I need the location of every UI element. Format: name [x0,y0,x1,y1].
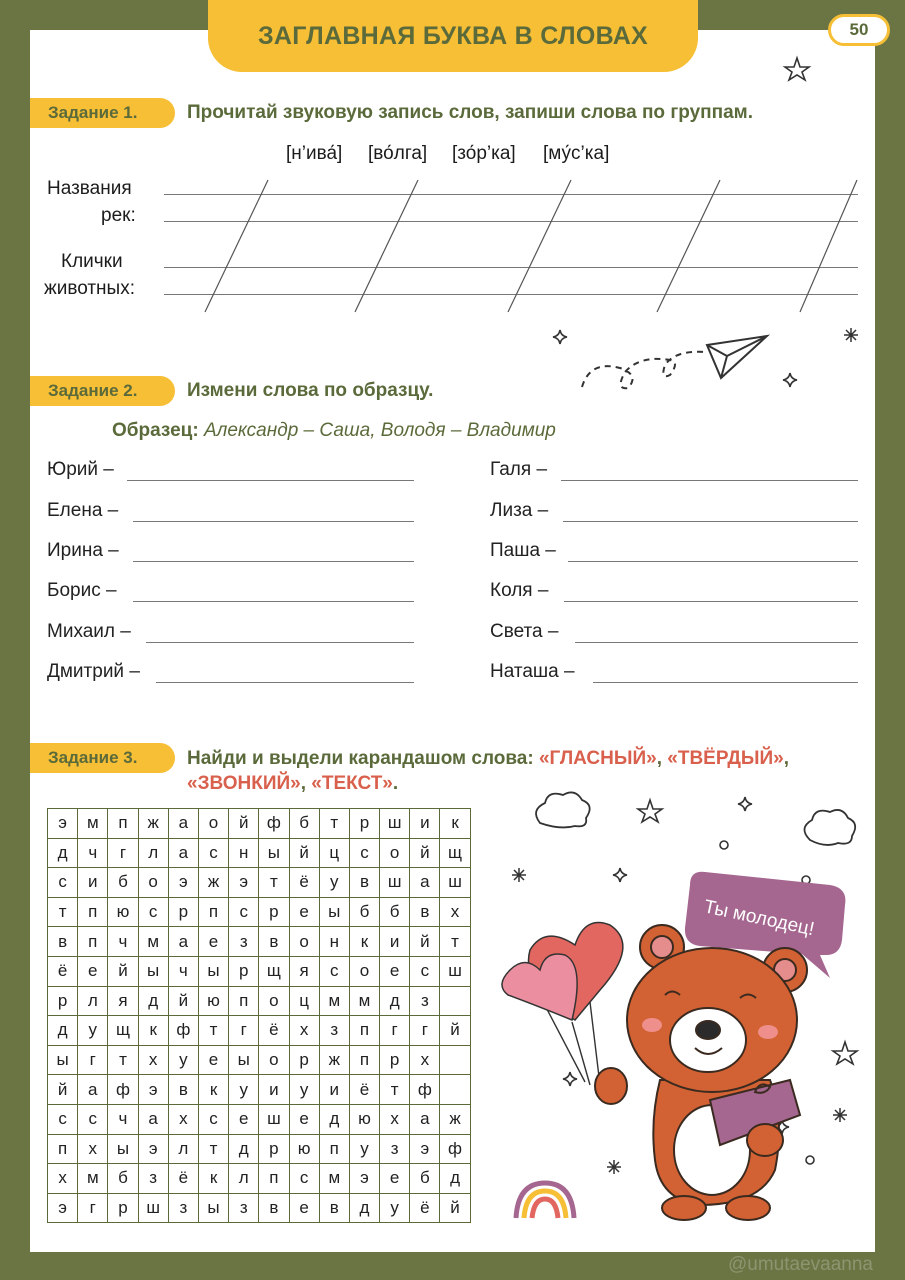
separator: , [783,748,789,769]
rainbow-icon [516,1183,574,1218]
grid-cell[interactable]: м [78,809,108,839]
name-right-3: Паша – [490,540,556,561]
grid-cell[interactable]: ы [138,956,168,986]
grid-cell[interactable]: и [78,868,108,898]
grid-cell[interactable]: е [380,1164,410,1194]
asterisk-icon [844,328,858,342]
grid-cell[interactable]: э [48,809,78,839]
grid-cell[interactable]: о [259,1045,289,1075]
grid-cell[interactable]: е [198,1045,228,1075]
grid-cell[interactable]: л [229,1164,259,1194]
grid-cell[interactable]: у [319,868,349,898]
sparkle-icon [553,330,567,344]
grid-cell[interactable]: г [229,1016,259,1046]
grid-cell[interactable]: р [108,1193,138,1223]
grid-cell[interactable]: т [319,809,349,839]
grid-cell[interactable]: б [410,1164,440,1194]
grid-cell[interactable]: п [108,809,138,839]
grid-cell[interactable]: д [138,986,168,1016]
grid-cell[interactable]: г [108,838,138,868]
grid-cell[interactable]: р [259,897,289,927]
sparkle-icon [613,868,627,882]
grid-cell[interactable]: э [229,868,259,898]
sparkle-icon [738,797,752,811]
grid-cell[interactable]: т [48,897,78,927]
grid-cell[interactable]: л [78,986,108,1016]
grid-cell[interactable]: ф [259,809,289,839]
grid-cell[interactable]: о [138,868,168,898]
grid-cell[interactable]: щ [440,838,470,868]
grid-cell[interactable]: д [229,1134,259,1164]
grid-cell[interactable]: а [168,927,198,957]
grid-cell[interactable]: н [319,927,349,957]
grid-cell[interactable]: ж [138,809,168,839]
grid-cell[interactable]: с [78,1104,108,1134]
grid-cell[interactable]: х [78,1134,108,1164]
grid-cell[interactable]: р [349,809,379,839]
star-icon [833,1042,857,1064]
grid-cell[interactable]: м [319,1164,349,1194]
grid-cell[interactable]: б [349,897,379,927]
grid-cell[interactable]: э [138,1075,168,1105]
grid-cell[interactable]: ю [289,1134,319,1164]
cloud-icon [804,810,855,845]
bubble-text: Ты молодец! [701,896,817,941]
grid-cell[interactable]: в [319,1193,349,1223]
grid-cell[interactable]: к [198,1075,228,1105]
task1-label: Задание 1. [30,98,175,128]
grid-cell[interactable]: п [78,897,108,927]
grid-cell[interactable]: р [259,1134,289,1164]
grid-cell[interactable]: п [349,1016,379,1046]
sparkle-icon [783,373,797,387]
grid-cell[interactable]: х [168,1104,198,1134]
grid-cell[interactable]: е [229,1104,259,1134]
grid-cell[interactable]: у [289,1075,319,1105]
grid-cell[interactable]: г [410,1016,440,1046]
grid-cell[interactable]: о [380,838,410,868]
asterisk-icon [833,1108,847,1122]
grid-cell[interactable]: р [48,986,78,1016]
grid-cell[interactable]: ё [289,868,319,898]
watermark: @umutaevaanna [728,1254,873,1275]
grid-cell[interactable]: р [289,1045,319,1075]
grid-cell[interactable]: о [289,927,319,957]
word-tekst: «ТЕКСТ» [311,773,393,794]
task3-instruction-start: Найди и выдели карандашом слова: [187,748,539,769]
grid-cell[interactable]: я [108,986,138,1016]
star-icon [785,58,809,80]
word-glasny: «ГЛАСНЫЙ» [538,748,657,769]
grid-cell[interactable]: д [349,1193,379,1223]
grid-cell[interactable]: п [48,1134,78,1164]
grid-cell[interactable]: с [48,868,78,898]
grid-cell[interactable]: з [229,1193,259,1223]
grid-cell[interactable]: у [349,1134,379,1164]
grid-cell[interactable]: г [380,1016,410,1046]
grid-cell[interactable]: ш [259,1104,289,1134]
grid-cell[interactable]: е [289,897,319,927]
grid-cell[interactable]: з [168,1193,198,1223]
grid-cell[interactable]: ш [440,956,470,986]
grid-cell[interactable]: р [229,956,259,986]
grid-cell[interactable]: и [259,1075,289,1105]
grid-cell[interactable]: д [380,986,410,1016]
grid-cell[interactable]: з [380,1134,410,1164]
grid-cell[interactable]: щ [259,956,289,986]
grid-cell[interactable]: п [198,897,228,927]
grid-cell[interactable]: ё [410,1193,440,1223]
grid-cell[interactable]: ё [349,1075,379,1105]
grid-cell[interactable]: ц [319,838,349,868]
grid-cell[interactable]: й [168,986,198,1016]
grid-cell[interactable]: ж [319,1045,349,1075]
transcription-2: [во́лга] [368,143,428,164]
grid-cell[interactable]: б [380,897,410,927]
name-left-2: Елена – [47,500,119,521]
grid-cell[interactable]: й [108,956,138,986]
task2-label: Задание 2. [30,376,175,406]
grid-cell[interactable]: х [48,1164,78,1194]
grid-cell[interactable]: г [78,1045,108,1075]
name-left-3: Ирина – [47,540,119,561]
transcription-4: [му́с’ка] [543,143,610,164]
grid-cell[interactable]: с [289,1164,319,1194]
grid-cell[interactable]: м [78,1164,108,1194]
grid-cell[interactable]: а [410,1104,440,1134]
grid-cell[interactable]: б [289,809,319,839]
grid-cell[interactable]: е [289,1193,319,1223]
transcription-3: [зо́р’ка] [452,143,516,164]
grid-cell[interactable]: з [410,986,440,1016]
name-right-4: Коля – [490,580,549,601]
grid-cell[interactable]: щ [108,1016,138,1046]
name-right-2: Лиза – [490,500,549,521]
grid-cell[interactable]: д [319,1104,349,1134]
grid-cell[interactable]: з [229,927,259,957]
grid-cell[interactable]: й [440,1193,470,1223]
grid-cell[interactable]: а [410,868,440,898]
grid-cell[interactable]: э [138,1134,168,1164]
grid-cell[interactable]: и [410,809,440,839]
grid-cell[interactable]: п [349,1045,379,1075]
grid-cell[interactable]: е [198,927,228,957]
grid-cell[interactable]: ю [108,897,138,927]
grid-cell[interactable]: у [229,1075,259,1105]
task3-label: Задание 3. [30,743,175,773]
grid-cell[interactable]: г [78,1193,108,1223]
grid-cell[interactable]: ф [440,1134,470,1164]
task2-instruction: Измени слова по образцу. [187,380,434,401]
grid-cell[interactable]: ж [440,1104,470,1134]
grid-cell[interactable]: с [48,1104,78,1134]
grid-cell[interactable]: с [198,838,228,868]
sample-text: Александр – Саша, Володя – Владимир [198,420,556,441]
grid-cell[interactable]: ы [198,1193,228,1223]
instruction-end: . [392,773,399,794]
name-left-1: Юрий – [47,459,114,480]
rivers-label-line2: рек: [101,205,136,226]
grid-cell[interactable]: с [138,897,168,927]
grid-cell[interactable]: л [168,1134,198,1164]
grid-cell[interactable]: т [380,1075,410,1105]
grid-cell[interactable]: х [440,897,470,927]
pets-label-line2: животных: [44,278,135,299]
grid-cell[interactable]: е [380,956,410,986]
grid-cell[interactable]: т [440,927,470,957]
grid-cell[interactable]: ч [108,927,138,957]
grid-cell[interactable]: а [168,809,198,839]
grid-cell[interactable]: м [138,927,168,957]
grid-cell[interactable]: п [78,927,108,957]
grid-cell[interactable]: у [380,1193,410,1223]
transcription-1: [н’ива́] [286,143,343,164]
grid-cell[interactable]: з [138,1164,168,1194]
name-left-4: Борис – [47,580,117,601]
rivers-label-line1: Названия [47,178,132,199]
grid-cell[interactable]: й [410,838,440,868]
grid-cell[interactable]: ё [168,1164,198,1194]
grid-cell[interactable]: ш [380,809,410,839]
grid-cell[interactable]: ё [48,956,78,986]
grid-cell[interactable]: й [229,809,259,839]
grid-cell[interactable]: ы [198,956,228,986]
name-right-1: Галя – [490,459,548,480]
grid-cell[interactable]: э [168,868,198,898]
grid-cell[interactable]: й [289,838,319,868]
grid-cell[interactable]: к [440,809,470,839]
grid-cell[interactable]: а [138,1104,168,1134]
grid-cell[interactable]: п [229,986,259,1016]
grid-cell[interactable]: ю [349,1104,379,1134]
grid-cell[interactable]: х [380,1104,410,1134]
grid-cell[interactable]: т [198,1134,228,1164]
grid-cell[interactable]: й [48,1075,78,1105]
grid-cell[interactable]: п [259,1164,289,1194]
grid-cell[interactable]: с [198,1104,228,1134]
grid-cell[interactable]: к [138,1016,168,1046]
grid-cell[interactable]: б [108,1164,138,1194]
dot-icon [806,1156,814,1164]
grid-cell[interactable]: ы [229,1045,259,1075]
grid-cell[interactable]: с [349,838,379,868]
grid-cell[interactable]: ы [319,897,349,927]
grid-cell[interactable]: ш [380,868,410,898]
word-zvonky: «ЗВОНКИЙ» [187,773,301,794]
grid-cell[interactable]: ё [259,1016,289,1046]
grid-cell[interactable]: э [410,1134,440,1164]
grid-cell[interactable]: т [108,1045,138,1075]
grid-cell[interactable]: ж [198,868,228,898]
grid-cell[interactable]: э [48,1193,78,1223]
grid-cell[interactable]: т [198,1016,228,1046]
grid-cell[interactable]: е [289,1104,319,1134]
grid-cell[interactable]: о [349,956,379,986]
grid-cell[interactable]: ш [138,1193,168,1223]
grid-cell[interactable]: в [349,868,379,898]
grid-cell[interactable]: и [319,1075,349,1105]
grid-cell[interactable]: з [319,1016,349,1046]
grid-cell[interactable]: ш [440,868,470,898]
grid-cell[interactable]: ы [259,838,289,868]
grid-cell[interactable]: к [349,927,379,957]
grid-cell[interactable]: й [410,927,440,957]
grid-cell[interactable]: м [349,986,379,1016]
grid-cell[interactable]: с [229,897,259,927]
grid-cell[interactable]: х [289,1016,319,1046]
diagonal-dividers [205,180,857,312]
grid-cell[interactable]: б [108,868,138,898]
grid-cell[interactable]: с [319,956,349,986]
grid-cell[interactable]: р [168,897,198,927]
grid-cell[interactable]: й [440,1016,470,1046]
grid-cell[interactable]: у [168,1045,198,1075]
grid-cell[interactable]: в [168,1075,198,1105]
task1-instruction: Прочитай звуковую запись слов, запиши слова по группам. [187,102,754,123]
grid-cell[interactable]: а [168,838,198,868]
name-left-6: Дмитрий – [47,661,140,682]
grid-cell[interactable]: н [229,838,259,868]
star-icon [638,800,662,822]
name-right-6: Наташа – [490,661,575,682]
grid-cell[interactable]: о [198,809,228,839]
grid-cell[interactable]: в [410,897,440,927]
name-left-5: Михаил – [47,621,131,642]
sparkle-icon [563,1072,577,1086]
grid-cell[interactable]: х [410,1045,440,1075]
cloud-icon [536,792,590,827]
grid-cell[interactable]: в [259,927,289,957]
page-number: 50 [828,14,890,46]
grid-cell[interactable]: э [349,1164,379,1194]
sample-label: Образец: [112,420,199,441]
grid-cell[interactable]: х [138,1045,168,1075]
page-title: ЗАГЛАВНАЯ БУКВА В СЛОВАХ [257,21,649,50]
separator: , [300,773,312,794]
grid-cell[interactable]: м [319,986,349,1016]
grid-cell[interactable]: л [138,838,168,868]
grid-cell[interactable]: д [48,1016,78,1046]
bear-illustration [595,925,807,1220]
grid-cell[interactable]: ы [108,1134,138,1164]
grid-cell[interactable]: р [380,1045,410,1075]
grid-cell[interactable]: к [198,1164,228,1194]
grid-cell[interactable]: в [259,1193,289,1223]
word-tverdy: «ТВЁРДЫЙ» [667,748,784,769]
grid-cell[interactable]: т [259,868,289,898]
grid-cell[interactable]: я [289,956,319,986]
balloons [502,923,623,1086]
grid-cell[interactable]: а [78,1075,108,1105]
grid-cell[interactable]: ф [168,1016,198,1046]
grid-cell[interactable]: п [319,1134,349,1164]
dot-icon [720,841,728,849]
asterisk-icon [607,1160,621,1174]
grid-cell[interactable]: и [380,927,410,957]
grid-cell[interactable]: д [440,1164,470,1194]
grid-cell[interactable]: ф [108,1075,138,1105]
grid-cell[interactable]: ю [198,986,228,1016]
grid-cell[interactable]: е [78,956,108,986]
grid-cell[interactable]: ц [289,986,319,1016]
grid-cell[interactable]: д [48,838,78,868]
grid-cell[interactable]: о [259,986,289,1016]
grid-cell[interactable]: ч [108,1104,138,1134]
grid-cell[interactable]: ы [48,1045,78,1075]
grid-cell[interactable]: ч [78,838,108,868]
grid-cell[interactable]: ч [168,956,198,986]
pets-label-line1: Клички [61,251,123,272]
asterisk-icon [512,868,526,882]
grid-cell[interactable]: ф [410,1075,440,1105]
grid-cell[interactable]: с [410,956,440,986]
grid-cell[interactable]: в [48,927,78,957]
grid-cell[interactable]: у [78,1016,108,1046]
separator: , [656,748,668,769]
paper-plane-icon [582,336,767,388]
name-right-5: Света – [490,621,559,642]
